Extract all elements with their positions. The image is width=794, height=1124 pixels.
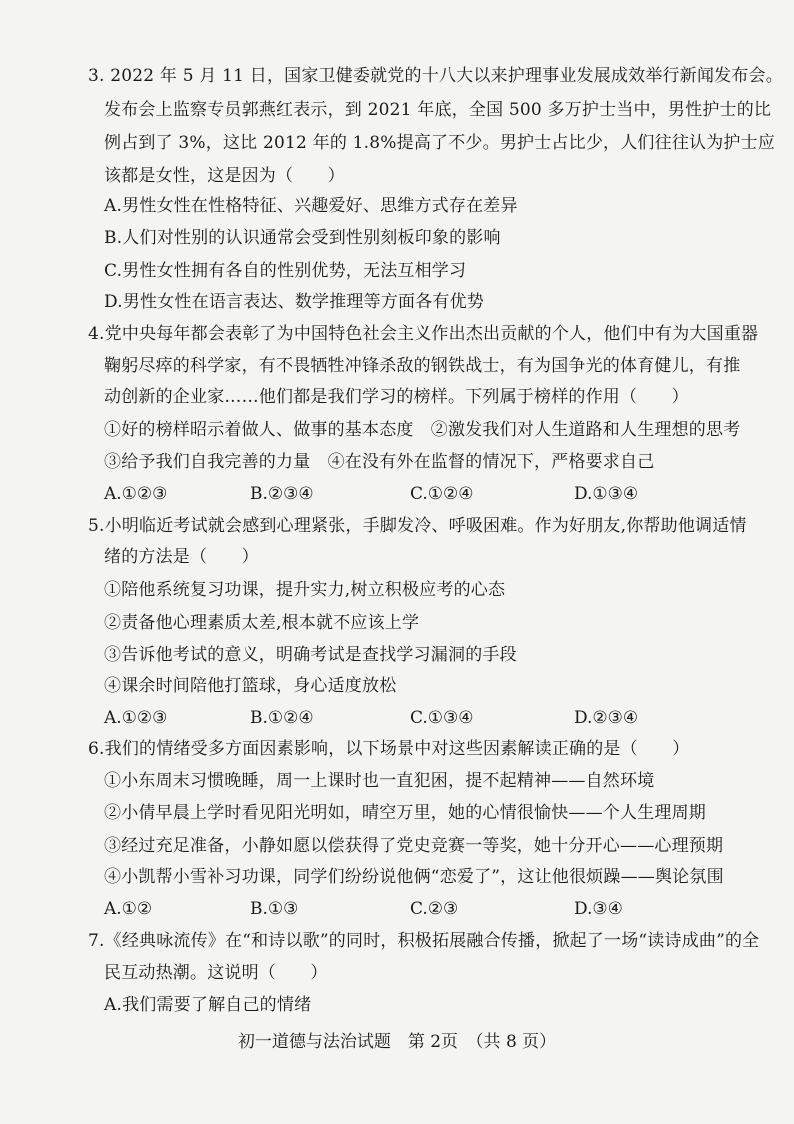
q3-line-4: 该都是女性，这是因为（ ） [104, 166, 345, 186]
q6-choice-c: C.②③ [410, 899, 459, 919]
q6-statement-1: ①小东周末习惯晚睡，周一上课时也一直犯困，提不起精神——自然环境 [104, 771, 655, 791]
q5-choice-a: A.①②③ [104, 708, 168, 728]
q7-option-a: A.我们需要了解自己的情绪 [104, 995, 312, 1015]
q5-choice-c: C.①③④ [410, 708, 474, 728]
q3-line-3: 例占到了 3%，这比 2012 年的 1.8%提高了不少。男护士占比少，人们往往认为护士应 [104, 133, 776, 153]
q7-line-2: 民互动热潮。这说明（ ） [104, 963, 328, 983]
q5-choice-b: B.①②④ [250, 708, 314, 728]
q6-line-1: 6.我们的情绪受多方面因素影响，以下场景中对这些因素解读正确的是（ ） [88, 739, 690, 759]
q5-line-2: 绪的方法是（ ） [104, 547, 259, 567]
q5-statement-1: ①陪他系统复习功课，提升实力,树立积极应考的心态 [104, 580, 506, 600]
q5-statement-4: ④课余时间陪他打篮球，身心适度放松 [104, 676, 397, 696]
q3-line-1: 3. 2022 年 5 月 11 日，国家卫健委就党的十八大以来护理事业发展成效举行新闻发布会。 [88, 66, 783, 86]
q3-option-d: D.男性女性在语言表达、数学推理等方面各有优势 [104, 292, 485, 312]
q5-line-1: 5.小明临近考试就会感到心理紧张，手脚发冷、呼吸困难。作为好朋友,你帮助他调适情 [88, 516, 747, 536]
q3-option-c: C.男性女性拥有各自的性别优势，无法互相学习 [104, 261, 467, 281]
q4-statements-2: ③给予我们自我完善的力量 ④在没有外在监督的情况下，严格要求自己 [104, 452, 655, 472]
page-footer: 初一道德与法治试题 第 2页 （共 8 页） [237, 1032, 557, 1052]
q4-line-1: 4.党中央每年都会表彰了为中国特色社会主义作出杰出贡献的个人，他们中有为大国重器 [88, 324, 759, 344]
q3-option-b: B.人们对性别的认识通常会受到性别刻板印象的影响 [104, 228, 501, 248]
q6-choice-d: D.③④ [574, 899, 623, 919]
q6-statement-2: ②小倩早晨上学时看见阳光明如，晴空万里，她的心情很愉快——个人生理周期 [104, 803, 706, 823]
q6-statement-4: ④小凯帮小雪补习功课，同学们纷纷说他俩“恋爱了”，这让他很烦躁——舆论氛围 [104, 867, 724, 887]
q7-line-1: 7.《经典咏流传》在“和诗以歌”的同时，积极拓展融合传播，掀起了一场“读诗成曲”的全 [88, 931, 760, 951]
q4-choice-a: A.①②③ [104, 484, 168, 504]
q4-choice-d: D.①③④ [574, 484, 639, 504]
q3-line-2: 发布会上监察专员郭燕红表示，到 2021 年底，全国 500 多万护士当中，男性护士的比 [104, 100, 772, 120]
q5-statement-2: ②责备他心理素质太差,根本就不应该上学 [104, 613, 420, 633]
q5-statement-3: ③告诉他考试的意义，明确考试是查找学习漏洞的手段 [104, 645, 517, 665]
q5-choice-d: D.②③④ [574, 708, 639, 728]
q4-choice-b: B.②③④ [250, 484, 314, 504]
q6-choice-b: B.①③ [250, 899, 299, 919]
q6-choice-a: A.①② [104, 899, 153, 919]
q3-option-a: A.男性女性在性格特征、兴趣爱好、思维方式存在差异 [104, 196, 518, 216]
q6-statement-3: ③经过充足准备，小静如愿以偿获得了党史竞赛一等奖，她十分开心——心理预期 [104, 836, 724, 856]
q4-line-2: 鞠躬尽瘁的科学家，有不畏牺牲冲锋杀敌的钢铁战士，有为国争光的体育健儿，有推 [104, 356, 741, 376]
q4-choice-c: C.①②④ [410, 484, 474, 504]
q4-statements-1: ①好的榜样昭示着做人、做事的基本态度 ②激发我们对人生道路和人生理想的思考 [104, 420, 741, 440]
q4-line-3: 动创新的企业家……他们都是我们学习的榜样。下列属于榜样的作用（ ） [104, 387, 689, 407]
